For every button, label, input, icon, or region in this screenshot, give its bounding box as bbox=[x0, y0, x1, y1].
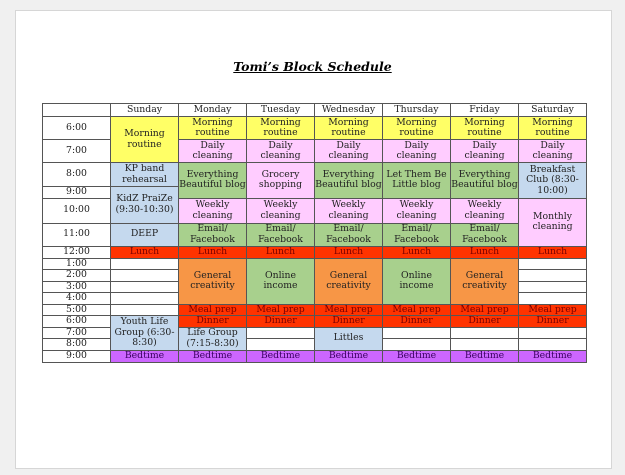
time-label: 3:00 bbox=[43, 281, 111, 293]
cell-lunch: Lunch bbox=[383, 246, 451, 258]
day-header-wednesday: Wednesday bbox=[315, 104, 383, 117]
cell-daily-cleaning: Daily cleaning bbox=[247, 140, 315, 163]
time-label: 12:00 bbox=[43, 246, 111, 258]
time-label: 8:00 bbox=[43, 163, 111, 187]
cell-empty bbox=[519, 293, 587, 305]
time-label: 11:00 bbox=[43, 223, 111, 246]
cell-meal-prep: Meal prep bbox=[383, 304, 451, 316]
cell-empty bbox=[111, 293, 179, 305]
cell-lunch: Lunch bbox=[179, 246, 247, 258]
cell-dinner: Dinner bbox=[315, 316, 383, 328]
cell-empty bbox=[247, 327, 315, 339]
cell-meal-prep: Meal prep bbox=[247, 304, 315, 316]
row-11am bbox=[43, 223, 587, 246]
cell-meal-prep: Meal prep bbox=[315, 304, 383, 316]
cell-email-facebook: Email/ Facebook bbox=[247, 223, 315, 246]
day-header-tuesday: Tuesday bbox=[247, 104, 315, 117]
cell-empty bbox=[519, 270, 587, 282]
cell-dinner: Dinner bbox=[451, 316, 519, 328]
row-8am bbox=[43, 163, 587, 187]
row-5pm bbox=[43, 304, 587, 316]
cell-daily-cleaning: Daily cleaning bbox=[179, 140, 247, 163]
cell-bedtime: Bedtime bbox=[179, 350, 247, 362]
cell-general-creativity: General creativity bbox=[179, 258, 247, 304]
row-6am bbox=[43, 117, 587, 140]
row-1pm bbox=[43, 258, 587, 270]
cell-empty bbox=[451, 327, 519, 339]
block-schedule-table bbox=[42, 103, 587, 363]
cell-empty bbox=[111, 304, 179, 316]
page-title: Tomi’s Block Schedule bbox=[233, 59, 392, 74]
cell-empty bbox=[519, 327, 587, 339]
cell-morning-routine: Morning routine bbox=[315, 117, 383, 140]
cell-daily-cleaning: Daily cleaning bbox=[315, 140, 383, 163]
cell-bedtime: Bedtime bbox=[451, 350, 519, 362]
cell-dinner: Dinner bbox=[519, 316, 587, 328]
cell-everything-beautiful-blog: Everything Beautiful blog bbox=[179, 163, 247, 199]
cell-empty bbox=[519, 339, 587, 351]
cell-email-facebook: Email/ Facebook bbox=[179, 223, 247, 246]
corner-cell bbox=[43, 104, 111, 117]
day-header-monday: Monday bbox=[179, 104, 247, 117]
cell-online-income: Online income bbox=[247, 258, 315, 304]
cell-lunch: Lunch bbox=[519, 246, 587, 258]
cell-kidz-praize: KidZ PraiZe (9:30-10:30) bbox=[111, 187, 179, 224]
cell-morning-routine: Morning routine bbox=[111, 117, 179, 163]
time-label: 9:00 bbox=[43, 187, 111, 199]
cell-dinner: Dinner bbox=[383, 316, 451, 328]
time-label: 1:00 bbox=[43, 258, 111, 270]
day-header-sunday: Sunday bbox=[111, 104, 179, 117]
cell-bedtime: Bedtime bbox=[315, 350, 383, 362]
cell-daily-cleaning: Daily cleaning bbox=[383, 140, 451, 163]
cell-daily-cleaning: Daily cleaning bbox=[519, 140, 587, 163]
cell-dinner: Dinner bbox=[179, 316, 247, 328]
cell-meal-prep: Meal prep bbox=[179, 304, 247, 316]
cell-lunch: Lunch bbox=[247, 246, 315, 258]
cell-general-creativity: General creativity bbox=[315, 258, 383, 304]
cell-email-facebook: Email/ Facebook bbox=[383, 223, 451, 246]
cell-lunch: Lunch bbox=[111, 246, 179, 258]
cell-lunch: Lunch bbox=[451, 246, 519, 258]
time-label: 4:00 bbox=[43, 293, 111, 305]
cell-morning-routine: Morning routine bbox=[247, 117, 315, 140]
cell-online-income: Online income bbox=[383, 258, 451, 304]
cell-meal-prep: Meal prep bbox=[519, 304, 587, 316]
time-label: 2:00 bbox=[43, 270, 111, 282]
cell-bedtime: Bedtime bbox=[383, 350, 451, 362]
cell-empty bbox=[519, 258, 587, 270]
cell-everything-beautiful-blog: Everything Beautiful blog bbox=[451, 163, 519, 199]
cell-morning-routine: Morning routine bbox=[519, 117, 587, 140]
cell-general-creativity: General creativity bbox=[451, 258, 519, 304]
cell-morning-routine: Morning routine bbox=[179, 117, 247, 140]
cell-deep: DEEP bbox=[111, 223, 179, 246]
header-row bbox=[43, 104, 587, 117]
cell-weekly-cleaning: Weekly cleaning bbox=[383, 198, 451, 223]
cell-empty bbox=[383, 327, 451, 339]
cell-let-them-be-little-blog: Let Them Be Little blog bbox=[383, 163, 451, 199]
day-header-saturday: Saturday bbox=[519, 104, 587, 117]
cell-empty bbox=[111, 270, 179, 282]
row-6pm bbox=[43, 316, 587, 328]
cell-breakfast-club: Breakfast Club (8:30-10:00) bbox=[519, 163, 587, 199]
time-label: 10:00 bbox=[43, 198, 111, 223]
time-label: 7:00 bbox=[43, 327, 111, 339]
cell-bedtime: Bedtime bbox=[247, 350, 315, 362]
day-header-friday: Friday bbox=[451, 104, 519, 117]
cell-empty bbox=[519, 281, 587, 293]
cell-morning-routine: Morning routine bbox=[383, 117, 451, 140]
time-label: 7:00 bbox=[43, 140, 111, 163]
time-label: 8:00 bbox=[43, 339, 111, 351]
cell-littles: Littles bbox=[315, 327, 383, 350]
cell-bedtime: Bedtime bbox=[111, 350, 179, 362]
time-label: 9:00 bbox=[43, 350, 111, 362]
cell-grocery-shopping: Grocery shopping bbox=[247, 163, 315, 199]
cell-dinner: Dinner bbox=[247, 316, 315, 328]
time-label: 5:00 bbox=[43, 304, 111, 316]
cell-weekly-cleaning: Weekly cleaning bbox=[179, 198, 247, 223]
day-header-thursday: Thursday bbox=[383, 104, 451, 117]
cell-weekly-cleaning: Weekly cleaning bbox=[247, 198, 315, 223]
cell-empty bbox=[111, 281, 179, 293]
cell-lunch: Lunch bbox=[315, 246, 383, 258]
cell-empty bbox=[451, 339, 519, 351]
cell-email-facebook: Email/ Facebook bbox=[315, 223, 383, 246]
cell-weekly-cleaning: Weekly cleaning bbox=[315, 198, 383, 223]
cell-empty bbox=[111, 258, 179, 270]
cell-everything-beautiful-blog: Everything Beautiful blog bbox=[315, 163, 383, 199]
cell-morning-routine: Morning routine bbox=[451, 117, 519, 140]
row-9pm bbox=[43, 350, 587, 362]
cell-empty bbox=[383, 339, 451, 351]
cell-life-group: Life Group (7:15-8:30) bbox=[179, 327, 247, 350]
cell-youth-life-group: Youth Life Group (6:30-8:30) bbox=[111, 316, 179, 351]
cell-email-facebook: Email/ Facebook bbox=[451, 223, 519, 246]
cell-meal-prep: Meal prep bbox=[451, 304, 519, 316]
row-12pm bbox=[43, 246, 587, 258]
cell-monthly-cleaning: Monthly cleaning bbox=[519, 198, 587, 246]
cell-bedtime: Bedtime bbox=[519, 350, 587, 362]
time-label: 6:00 bbox=[43, 117, 111, 140]
time-label: 6:00 bbox=[43, 316, 111, 328]
cell-empty bbox=[247, 339, 315, 351]
cell-daily-cleaning: Daily cleaning bbox=[451, 140, 519, 163]
cell-kp-band-rehearsal: KP band rehearsal bbox=[111, 163, 179, 187]
cell-weekly-cleaning: Weekly cleaning bbox=[451, 198, 519, 223]
